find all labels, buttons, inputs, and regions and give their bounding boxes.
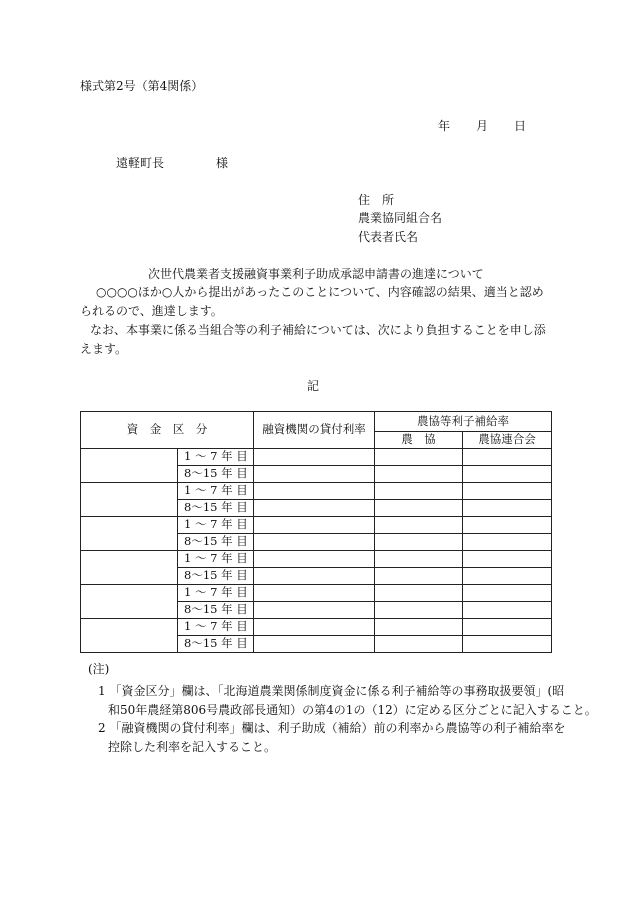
document-title: 次世代農業者支援融資事業利子助成承認申請書の進達について xyxy=(148,267,484,281)
noukyo-rate-cell[interactable] xyxy=(375,602,463,619)
period-cell: 8～15 年 目 xyxy=(178,568,254,585)
fund-category-cell[interactable] xyxy=(81,619,178,653)
table-row xyxy=(81,619,552,636)
loan-rate-cell[interactable] xyxy=(254,500,375,517)
loan-rate-cell[interactable] xyxy=(254,466,375,483)
rengo-rate-cell[interactable] xyxy=(463,585,552,602)
rengo-rate-cell[interactable] xyxy=(463,500,552,517)
body-para1-line2: られるので、進達します。 xyxy=(80,304,223,318)
rengo-rate-cell[interactable] xyxy=(463,466,552,483)
loan-rate-cell[interactable] xyxy=(254,619,375,636)
header-subsidy-rate: 農協等利子補給率 xyxy=(375,412,552,432)
noukyo-rate-cell[interactable] xyxy=(375,449,463,466)
noukyo-rate-cell[interactable] xyxy=(375,568,463,585)
period-cell: 8～15 年 目 xyxy=(178,466,254,483)
loan-rate-cell[interactable] xyxy=(254,602,375,619)
addressee xyxy=(116,157,228,169)
sender-representative-label: 代表者氏名 xyxy=(358,230,419,244)
table-row xyxy=(81,517,552,534)
rengo-rate-cell[interactable] xyxy=(463,636,552,653)
sender-address-label: 住 所 xyxy=(358,193,395,207)
form-number-label: 様式第2号（第4関係） xyxy=(80,79,204,93)
loan-rate-cell[interactable] xyxy=(254,483,375,500)
period-cell: 8～15 年 目 xyxy=(178,500,254,517)
note1-line1: 1 「資金区分」欄は、「北海道農業関係制度資金に係る利子補給等の事務取扱要領」(昭 xyxy=(98,684,565,698)
date-day: 日 xyxy=(514,119,527,133)
body-para2-line2: えます。 xyxy=(80,342,128,356)
table-row xyxy=(81,585,552,602)
rengo-rate-cell[interactable] xyxy=(463,534,552,551)
fund-category-cell[interactable] xyxy=(81,483,178,517)
rengo-rate-cell[interactable] xyxy=(463,602,552,619)
period-cell: 1 ～ 7 年 目 xyxy=(178,449,254,466)
period-cell: 8～15 年 目 xyxy=(178,534,254,551)
note2-line1: 2 「融資機関の貸付利率」欄は、利子助成（補給）前の利率から農協等の利子補給率を xyxy=(98,721,566,735)
addressee-honorific: 様 xyxy=(216,156,229,170)
noukyo-rate-cell[interactable] xyxy=(375,636,463,653)
header-loan-rate: 融資機関の貸付利率 xyxy=(254,412,375,449)
table-row xyxy=(81,449,552,466)
body-para2-line1: なお、本事業に係る当組合等の利子補給については、次により負担することを申し添 xyxy=(90,323,546,337)
period-cell: 1 ～ 7 年 目 xyxy=(178,585,254,602)
noukyo-rate-cell[interactable] xyxy=(375,534,463,551)
noukyo-rate-cell[interactable] xyxy=(375,500,463,517)
addressee-name: 遠軽町長 xyxy=(116,156,165,170)
rengo-rate-cell[interactable] xyxy=(463,551,552,568)
loan-rate-cell[interactable] xyxy=(254,568,375,585)
rengo-rate-cell[interactable] xyxy=(463,449,552,466)
rengo-rate-cell[interactable] xyxy=(463,568,552,585)
period-cell: 1 ～ 7 年 目 xyxy=(178,619,254,636)
loan-rate-cell[interactable] xyxy=(254,551,375,568)
fund-category-cell[interactable] xyxy=(81,585,178,619)
period-cell: 8～15 年 目 xyxy=(178,636,254,653)
period-cell: 1 ～ 7 年 目 xyxy=(178,483,254,500)
header-noukyo-rengo: 農協連合会 xyxy=(463,432,552,449)
noukyo-rate-cell[interactable] xyxy=(375,585,463,602)
subsidy-rate-table xyxy=(80,411,552,653)
loan-rate-cell[interactable] xyxy=(254,534,375,551)
rengo-rate-cell[interactable] xyxy=(463,619,552,636)
fund-category-cell[interactable] xyxy=(81,449,178,483)
date-month: 月 xyxy=(476,119,489,133)
loan-rate-cell[interactable] xyxy=(254,636,375,653)
ki-marker: 記 xyxy=(307,379,320,393)
table-row xyxy=(81,483,552,500)
period-cell: 1 ～ 7 年 目 xyxy=(178,517,254,534)
table-row xyxy=(81,551,552,568)
period-cell: 8～15 年 目 xyxy=(178,602,254,619)
loan-rate-cell[interactable] xyxy=(254,517,375,534)
noukyo-rate-cell[interactable] xyxy=(375,483,463,500)
date-year: 年 xyxy=(438,119,451,133)
note2-line2: 控除した利率を記入すること。 xyxy=(108,740,277,754)
note1-line2: 和50年農経第806号農政部長通知）の第4の1の（12）に定める区分ごとに記入すること。 xyxy=(108,703,597,717)
date-line xyxy=(438,120,526,132)
noukyo-rate-cell[interactable] xyxy=(375,551,463,568)
notes-heading: (注) xyxy=(88,662,110,676)
fund-category-cell[interactable] xyxy=(81,517,178,551)
rengo-rate-cell[interactable] xyxy=(463,517,552,534)
noukyo-rate-cell[interactable] xyxy=(375,619,463,636)
period-cell: 1 ～ 7 年 目 xyxy=(178,551,254,568)
noukyo-rate-cell[interactable] xyxy=(375,466,463,483)
fund-category-cell[interactable] xyxy=(81,551,178,585)
loan-rate-cell[interactable] xyxy=(254,585,375,602)
body-para1-line1: ○○○○ほか○人から提出があったこのことについて、内容確認の結果、適当と認め xyxy=(96,285,544,299)
header-fund-category: 資 金 区 分 xyxy=(81,412,254,449)
loan-rate-cell[interactable] xyxy=(254,449,375,466)
header-noukyo: 農 協 xyxy=(375,432,463,449)
noukyo-rate-cell[interactable] xyxy=(375,517,463,534)
sender-org-label: 農業協同組合名 xyxy=(358,211,443,225)
rengo-rate-cell[interactable] xyxy=(463,483,552,500)
